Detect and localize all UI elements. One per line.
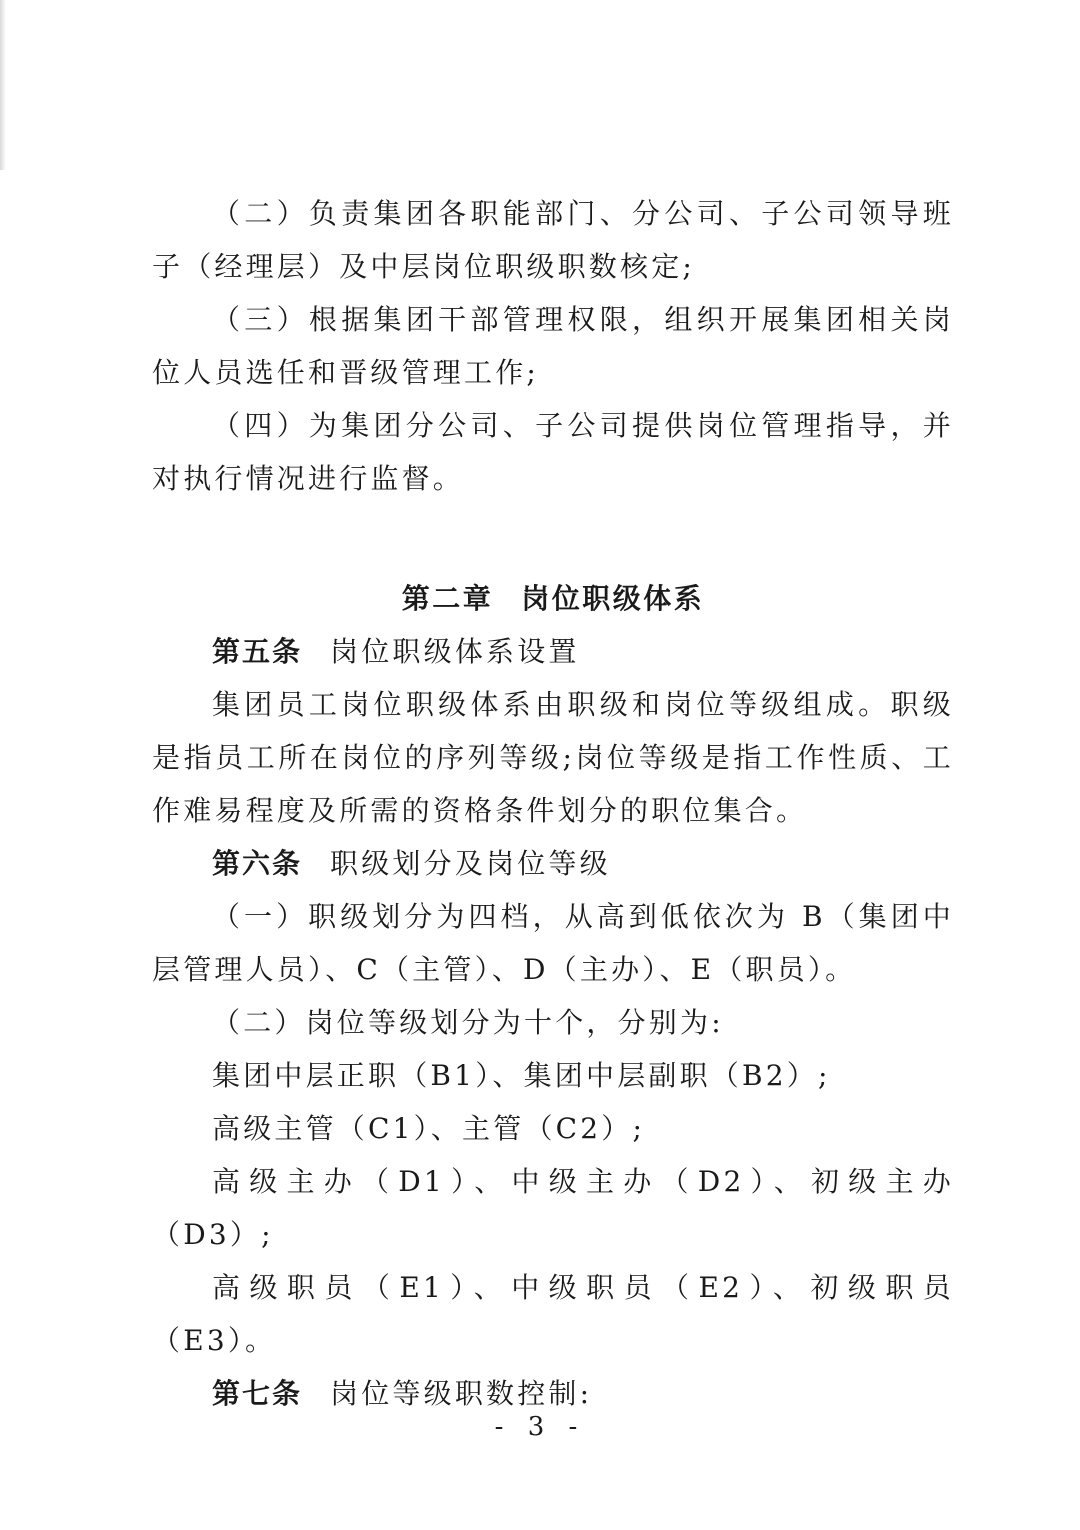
- grade-list-d: 高级主办（D1）、中级主办（D2）、初级主办（D3）;: [152, 1165, 954, 1251]
- document-body: [152, 187, 954, 1420]
- article-5-title: 岗位职级体系设置: [330, 635, 580, 668]
- article-6-heading: [152, 837, 954, 890]
- article-5-number: 第五条: [212, 635, 303, 668]
- page-number: - 3 -: [494, 1412, 586, 1442]
- chapter-title: 岗位职级体系: [521, 582, 705, 615]
- article-6-title: 职级划分及岗位等级: [330, 847, 611, 880]
- article-7-number: 第七条: [212, 1377, 303, 1410]
- paragraph-duty-2: （二）负责集团各职能部门、分公司、子公司领导班子（经理层）及中层岗位职级职数核定;: [152, 197, 954, 283]
- scan-page-edge: [0, 0, 6, 170]
- grade-list-e: 高级职员（E1）、中级职员（E2）、初级职员（E3）。: [152, 1271, 954, 1357]
- article-7-title: 岗位等级职数控制:: [330, 1377, 593, 1410]
- article-6-item-2: （二）岗位等级划分为十个，分别为:: [212, 1006, 724, 1039]
- chapter-heading: [152, 572, 954, 625]
- grade-list-b: 集团中层正职（B1）、集团中层副职（B2）;: [212, 1059, 831, 1092]
- article-5-body: 集团员工岗位职级体系由职级和岗位等级组成。职级是指员工所在岗位的序列等级;岗位等级是指工作性质、工作难易程度及所需的资格条件划分的职位集合。: [152, 688, 954, 827]
- article-6-item-1: （一）职级划分为四档，从高到低依次为 B（集团中层管理人员）、C（主管）、D（主办）、E（职员）。: [152, 900, 954, 986]
- paragraph-duty-3: （三）根据集团干部管理权限，组织开展集团相关岗位人员选任和晋级管理工作;: [152, 303, 954, 389]
- paragraph-duty-4: （四）为集团分公司、子公司提供岗位管理指导，并对执行情况进行监督。: [152, 409, 954, 495]
- chapter-number: 第二章: [401, 582, 494, 615]
- article-6-number: 第六条: [212, 847, 303, 880]
- article-5-heading: [152, 625, 954, 678]
- grade-list-c: 高级主管（C1）、主管（C2）;: [212, 1112, 646, 1145]
